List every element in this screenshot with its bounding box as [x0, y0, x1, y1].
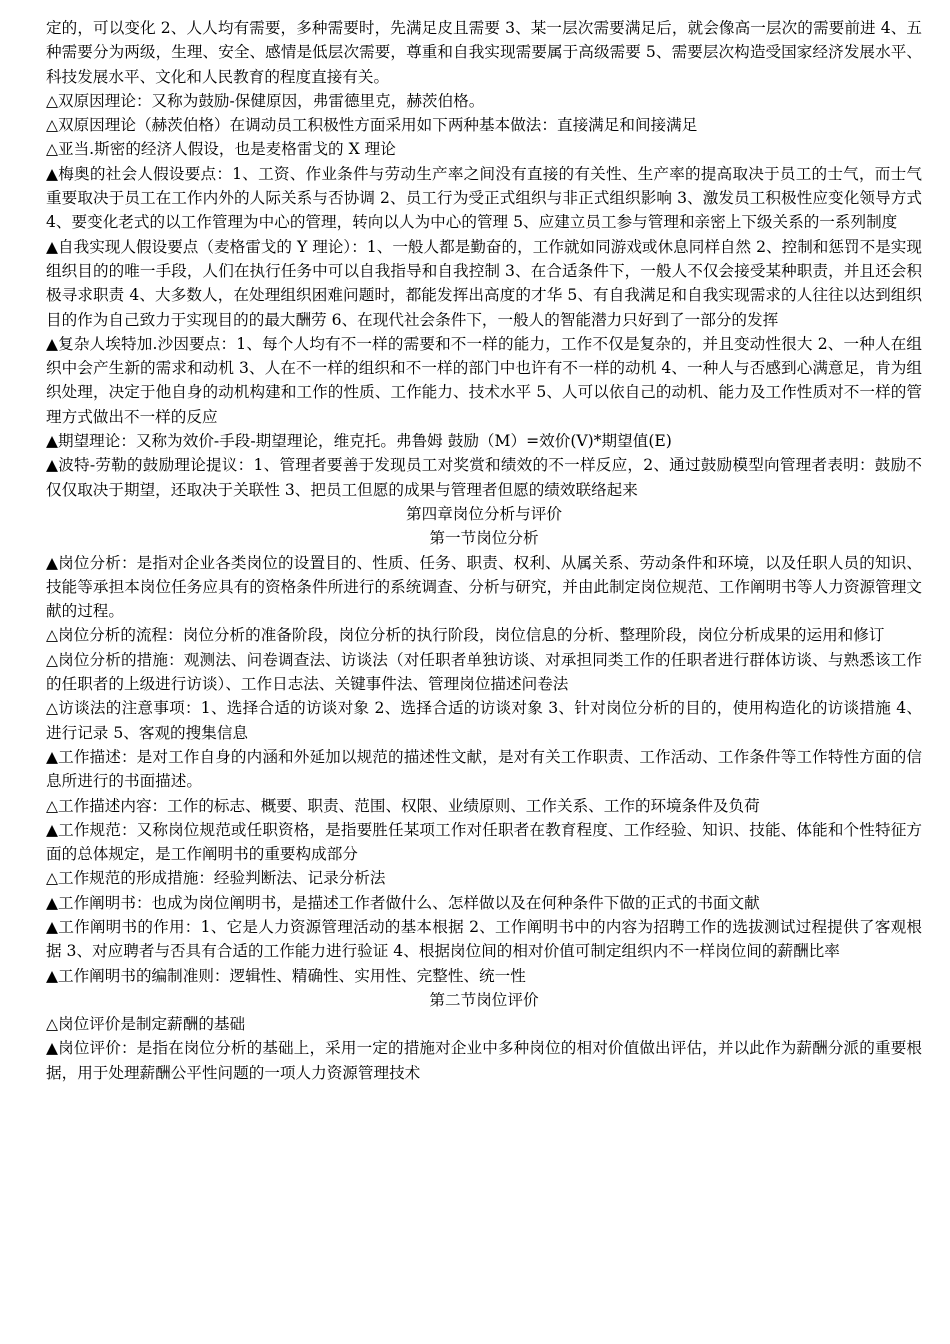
paragraph: △岗位分析的流程：岗位分析的准备阶段，岗位分析的执行阶段，岗位信息的分析、整理阶段，岗位分析成果的运用和修订: [46, 626, 885, 645]
paragraph: 定的，可以变化 2、人人均有需要，多种需要时，先满足皮且需要 3、某一层次需要满足后，就会像高一层次的需要前进 4、五种需要分为两级，生理、安全、感情是低层次需要，尊重和自我实现需要属于高级需要 5、需要层次构造受国家经济发展水平、科技发展水平、文化和人民教育的程度直接有关。: [46, 19, 922, 86]
paragraph: ▲波特-劳勒的鼓励理论提议：1、管理者要善于发现员工对奖赏和绩效的不一样反应，2、通过鼓励模型向管理者表明：鼓励不仅仅取决于期望，还取决于关联性 3、把员工但愿的成果与管理者但愿的绩效联络起来: [46, 456, 922, 499]
paragraph: ▲工作规范：又称岗位规范或任职资格，是指要胜任某项工作对任职者在教育程度、工作经验、知识、技能、体能和个性特征方面的总体规定，是工作阐明书的重要构成部分: [46, 820, 922, 864]
paragraph: ▲复杂人埃特加.沙因要点：1、每个人均有不一样的需要和不一样的能力，工作不仅是复杂的，并且变动性很大 2、一种人在组织中会产生新的需求和动机 3、人在不一样的组织和不一样的部门中也许有不一样的动机 4、一种人与否感到心满意足，肯为组织处理，决定于他自身的动机构建和工作的性质、工作能力、技术水平 5、人可以依自己的动机、能力及工作性质对不一样的管理方式做出不一样的反应: [46, 334, 922, 426]
section-heading: 第一节岗位分析: [429, 529, 539, 548]
paragraph: △双原因理论：又称为鼓励-保健原因，弗雷德里克，赫茨伯格。: [46, 91, 485, 110]
paragraph: ▲工作描述：是对工作自身的内涵和外延加以规范的描述性文献，是对有关工作职责、工作活动、工作条件等工作特性方面的信息所进行的书面描述。: [46, 747, 922, 791]
paragraph: ▲工作阐明书的作用：1、它是人力资源管理活动的基本根据 2、工作阐明书中的内容为招聘工作的选拔测试过程提供了客观根据 3、对应聘者与否具有合适的工作能力进行验证 4、根据岗位间的相对价值可制定组织内不一样岗位间的薪酬比率: [46, 917, 922, 961]
section-heading: 第二节岗位评价: [429, 990, 539, 1009]
paragraph: ▲期望理论：又称为效价-手段-期望理论，维克托。弗鲁姆 鼓励（M）=效价(V)*期望值(E): [46, 432, 672, 451]
paragraph: ▲自我实现人假设要点（麦格雷戈的 Y 理论）：1、一般人都是勤奋的，工作就如同游戏或休息同样自然 2、控制和惩罚不是实现组织目的的唯一手段，人们在执行任务中可以自我指导和自我控制 3、在合适条件下，一般人不仅会接受某种职责，并且还会积极寻求职责 4、大多数人，在处理组织困难问题时，都能发挥出高度的才华 5、有自我满足和自我实现需求的人往往以达到组织目的作为自己致力于实现目的的最大酬劳 6、在现代社会条件下，一般人的智能潜力只好到了一部分的发挥: [46, 237, 922, 329]
paragraph: ▲岗位评价：是指在岗位分析的基础上，采用一定的措施对企业中多种岗位的相对价值做出评估，并以此作为薪酬分派的重要根据，用于处理薪酬公平性问题的一项人力资源管理技术: [46, 1039, 922, 1082]
paragraph: ▲岗位分析：是指对企业各类岗位的设置目的、性质、任务、职责、权利、从属关系、劳动条件和环境，以及任职人员的知识、技能等承担本岗位任务应具有的资格条件所进行的系统调查、分析与研究，并由此制定岗位规范、工作阐明书等人力资源管理文献的过程。: [46, 553, 922, 621]
paragraph: △岗位评价是制定薪酬的基础: [46, 1015, 246, 1034]
paragraph: △亚当.斯密的经济人假设，也是麦格雷戈的 X 理论: [46, 140, 396, 159]
paragraph: ▲梅奥的社会人假设要点：1、工资、作业条件与劳动生产率之间没有直接的有关性、生产率的提高取决于员工的士气，而士气重要取决于员工在工作内外的人际关系与否协调 2、员工行为受正式组织与非正式组织影响 3、激发员工积极性应变化领导方式 4、要变化老式的以工作管理为中心的管理，转向以人为中心的管理 5、应建立员工参与管理和亲密上下级关系的一系列制度: [46, 164, 922, 232]
paragraph: △双原因理论（赫茨伯格）在调动员工积极性方面采用如下两种基本做法：直接满足和间接满足: [46, 116, 698, 135]
paragraph: △访谈法的注意事项：1、选择合适的访谈对象 2、选择合适的访谈对象 3、针对岗位分析的目的，使用构造化的访谈措施 4、进行记录 5、客观的搜集信息: [46, 699, 922, 742]
paragraph: ▲工作阐明书：也成为岗位阐明书，是描述工作者做什么、怎样做以及在何种条件下做的正式的书面文献: [46, 893, 760, 912]
paragraph: △工作描述内容：工作的标志、概要、职责、范围、权限、业绩原则、工作关系、工作的环境条件及负荷: [46, 796, 760, 815]
paragraph: ▲工作阐明书的编制准则：逻辑性、精确性、实用性、完整性、统一性: [46, 966, 526, 985]
paragraph: △岗位分析的措施：观测法、问卷调查法、访谈法（对任职者单独访谈、对承担同类工作的任职者进行群体访谈、与熟悉该工作的任职者的上级进行访谈）、工作日志法、关键事件法、管理岗位描述问卷法: [46, 650, 922, 694]
paragraph: △工作规范的形成措施：经验判断法、记录分析法: [46, 869, 386, 888]
chapter-heading: 第四章岗位分析与评价: [406, 504, 562, 523]
